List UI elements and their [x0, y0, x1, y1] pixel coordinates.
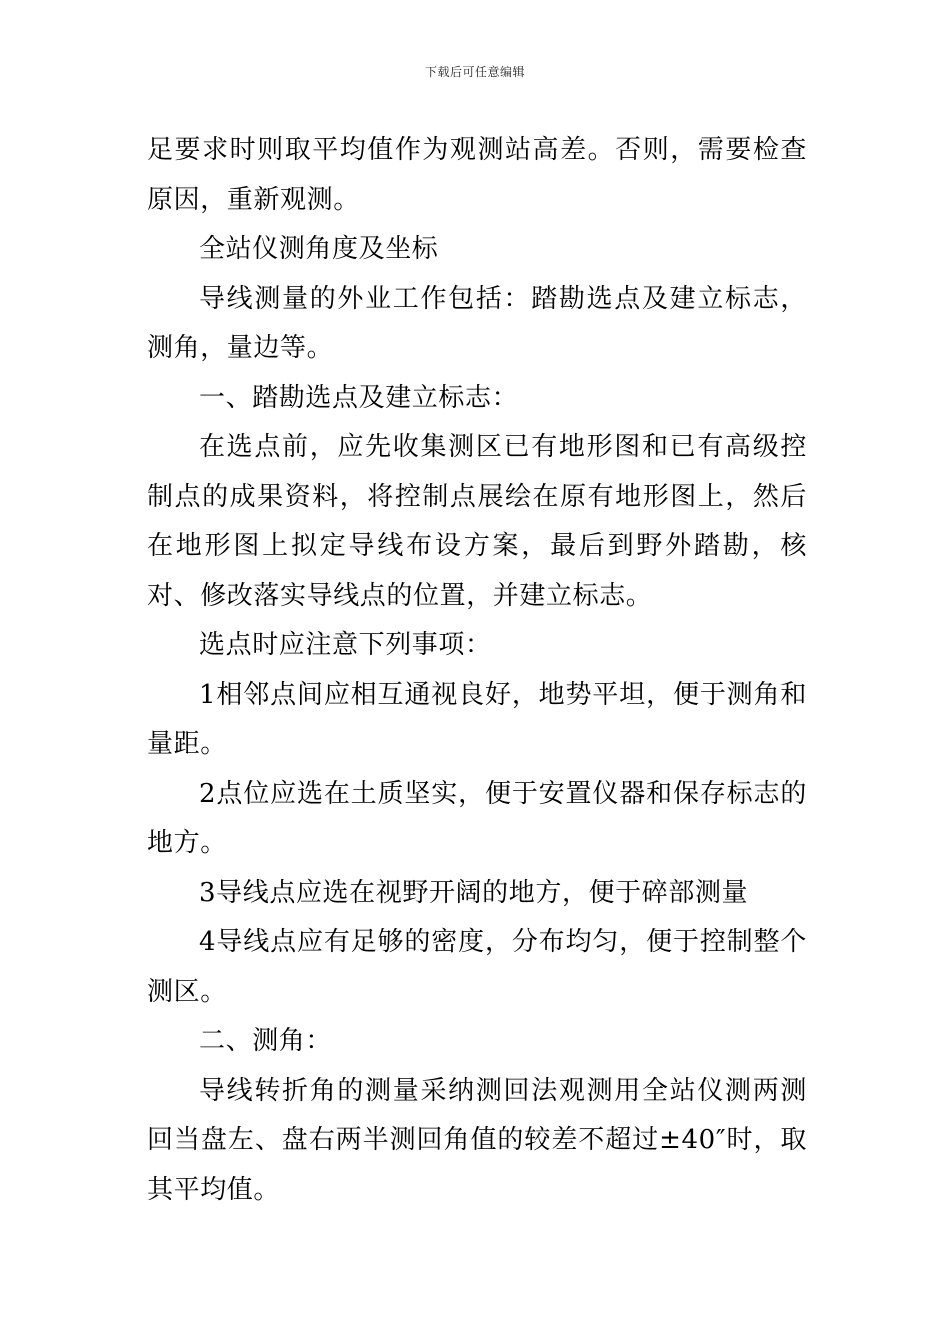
list-item: 4导线点应有足够的密度，分布均匀，便于控制整个测区。 [147, 927, 807, 1007]
list-item: 1相邻点间应相互通视良好，地势平坦，便于测角和量距。 [147, 679, 807, 759]
paragraph: 导线测量的外业工作包括：踏勘选点及建立标志，测角，量边等。 [147, 283, 807, 363]
paragraph: 导线转折角的测量采纳测回法观测用全站仪测两测回当盘左、盘右两半测回角值的较差不超过±40″时，取其平均值。 [147, 1075, 807, 1205]
paragraph: 足要求时则取平均值作为观测站高差。否则，需要检查原因，重新观测。 [147, 135, 807, 215]
section-heading: 一、踏勘选点及建立标志： [199, 382, 519, 413]
section-title: 全站仪测角度及坐标 [199, 234, 439, 264]
section-heading: 二、测角： [199, 1026, 333, 1056]
body-text [147, 126, 807, 1215]
paragraph: 在选点前，应先收集测区已有地形图和已有高级控制点的成果资料，将控制点展绘在原有地形图上，然后在地形图上拟定导线布设方案，最后到野外踏勘，核对、修改落实导线点的位置，并建立标志。 [147, 432, 807, 611]
list-item: 2点位应选在土质坚实，便于安置仪器和保存标志的地方。 [147, 778, 807, 858]
page-header-note: 下载后可任意编辑 [424, 65, 525, 79]
paragraph: 选点时应注意下列事项： [199, 630, 492, 660]
list-item: 3导线点应选在视野开阔的地方，便于碎部测量 [199, 877, 749, 908]
